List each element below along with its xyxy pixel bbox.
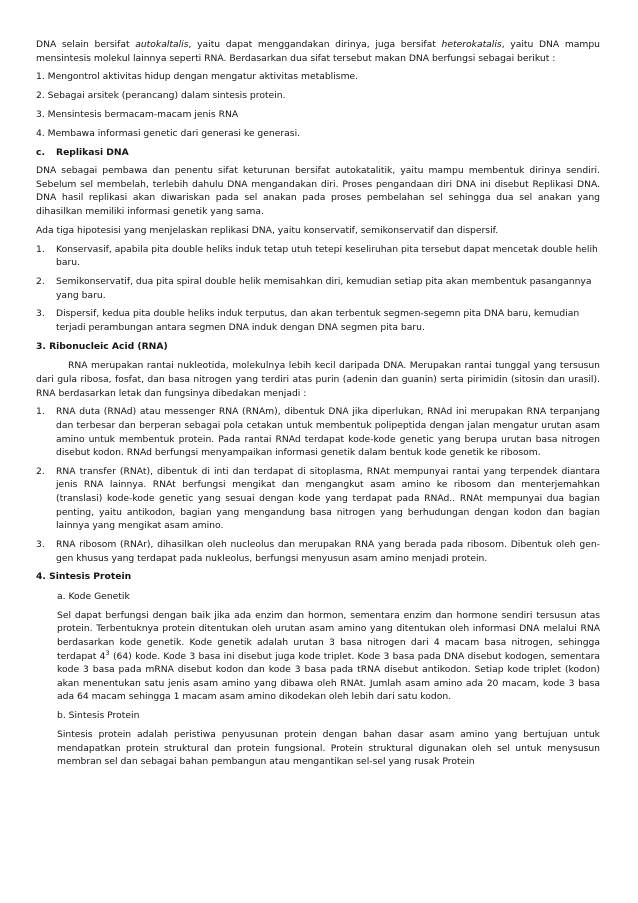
genetic-code-subheading: a. Kode Genetik bbox=[57, 591, 130, 602]
hypothesis-item-num: 1. bbox=[36, 243, 45, 255]
hypothesis-item bbox=[36, 243, 600, 270]
rna-type-item bbox=[36, 405, 600, 459]
replication-heading bbox=[36, 146, 600, 160]
hypothesis-item-text: Semikonservatif, dua pita spiral double helik memisahkan diri, kemudian setiap pita akan membentuk pasangannya yang baru. bbox=[56, 276, 592, 301]
dna-function-item: 2. Sebagai arsitek (perancang) dalam sintesis protein. bbox=[36, 90, 286, 102]
rna-type-text: RNA transfer (RNAt), dibentuk di inti dan terdapat di sitoplasma, RNAt mempunyai rantai yang terpendek diantara jenis RNA lainnya. RNAt berfungsi mengikat dan mengangkut asam amino ke ribosom dan menterjemahkan (translasi) kode-kode genetic yang sesuai dengan kode yang terdapat pada RNAd.. RNAt mempunyai dua bagian penting, yaitu antikodon, bagian yang mengandung basa nitrogen yang berhudungan dengan kodon dan bagian lainnya yang mengikat asam amino. bbox=[56, 465, 600, 532]
exponent: 3 bbox=[105, 648, 110, 657]
protein-synthesis-subheading: b. Sintesis Protein bbox=[57, 710, 140, 722]
intro-text-1: DNA selain bersifat bbox=[36, 39, 136, 50]
rna-type-num: 2. bbox=[36, 465, 45, 477]
genetic-code-text-2: (64) kode. Kode 3 basa ini disebut juga kode triplet. Kode 3 basa pada DNA disebut kodogen, sementara kode 3 basa pada mRNA disebut kodon dan kode 3 basa pada tRNA disebut antikodon. Setiap kode triplet (kodon) akan menentukan satu jenis asam amino yang dibawa oleh RNAt. Jumlah asam amino ada 20 macam, kode 3 basa ada 64 macam sehingga 1 macam asam amino dikodekan oleh lebih dari satu kodon. bbox=[57, 650, 600, 703]
hypothesis-item-text: Konservasif, apabila pita double heliks induk tetap utuh tetepi keseliruhan pita tersebut dapat mencetak double helih baru. bbox=[56, 243, 598, 269]
rna-type-num: 3. bbox=[36, 539, 45, 551]
intro-text-2: , yaitu dapat menggandakan dirinya, juga bersifat bbox=[188, 39, 442, 50]
rna-paragraph: RNA merupakan rantai nukleotida, molekulnya lebih kecil daripada DNA. Merupakan rantai tunggal yang tersusun dari gula ribosa, fosfat, dan basa nitrogen yang terdiri atas purin (adenin dan guanin) serta pirimidin (sitosin dan urasil). RNA berdasarkan letak dan fungsinya dibedakan menjadi : bbox=[36, 360, 600, 399]
replication-heading-title: Replikasi DNA bbox=[56, 146, 129, 158]
protein-synthesis-paragraph: Sintesis protein adalah peristiwa penyusunan protein dengan bahan dasar asam amino yang bertujuan untuk mendapatkan protein struktural dan protein fungsional. Protein struktural digunakan oleh sel untuk menysusun membran sel dan sebagai bahan pembangun atau mengantikan sel-sel yang rusak Protein bbox=[57, 728, 600, 768]
hypothesis-item-text: Dispersif, kedua pita double heliks induk terputus, dan akan terbentuk segmen-segemn pita DNA baru, kemudian terjadi perambungan antara segmen DNA induk dengan DNA segmen pita baru. bbox=[56, 308, 580, 333]
hypothesis-item bbox=[36, 307, 600, 334]
hypothesis-item bbox=[36, 275, 600, 302]
rna-type-text: RNA duta (RNAd) atau messenger RNA (RNAm), dibentuk DNA jika diperlukan, RNAd ini merupakan RNA terpanjang dan terbesar dan berperan sebagai pola cetakan untuk membentuk polipeptida dengan jalan mengatur urutan asam amino untuk membentuk protein. Pada rantai RNAd terdapat kode-kode genetic yang berupa urutan basa nitrogen disebut kodon. RNAd berfungsi menyampaikan informasi genetik dalam bentuk kode genetik ke ribosom. bbox=[56, 406, 600, 459]
hypothesis-item-num: 2. bbox=[36, 276, 45, 287]
replication-paragraph: DNA sebagai pembawa dan penentu sifat keturunan bersifat autokatalitik, yaitu mampu membentuk dirinya sendiri. Sebelum sel membelah, terlebih dahulu DNA mengandakan diri. Proses pengandaan diri DNA ini disebut Replikasi DNA. DNA hasil replikasi akan diwariskan pada sel anakan pada proses pembelahan sel sehingga dua sel anakan yang dihasilkan memiliki informasi genetik yang sama. bbox=[36, 165, 600, 218]
rna-type-num: 1. bbox=[36, 406, 45, 418]
hypothesis-intro: Ada tiga hipotesisi yang menjelaskan replikasi DNA, yaitu konservatif, semikonservatif dan dispersif. bbox=[36, 224, 499, 236]
rna-type-item bbox=[36, 538, 600, 565]
intro-text-3: , yaitu DNA mampu mensintesis molekul lainnya seperti RNA. Berdasarkan dua sifat tersebut makan DNA berfungsi sebagai berikut : bbox=[36, 39, 601, 64]
rna-type-text: RNA ribosom (RNAr), dihasilkan oleh nucleolus dan merupakan RNA yang berada pada ribosom. Dibentuk oleh gen-gen khusus yang terdapat pada nukleolus, berfungsi menyusun asam amino menjadi protein. bbox=[56, 539, 600, 564]
dna-function-item: 1. Mengontrol aktivitas hidup dengan mengatur aktivitas metablisme. bbox=[36, 71, 359, 83]
intro-term-heterokatalis: heterokatalis bbox=[441, 39, 502, 50]
genetic-code-text-1: Sel dapat berfungsi dengan baik jika ada enzim dan hormon, sementara enzim dan hormone sendiri tersusun atas protein. Terbentuknya protein ditentukan oleh urutan asam amino yang ditentukan oleh informasi DNA melalui RNA berdasarkan kode genetik. Kode genetik adalah urutan 3 basa nitrogen dari 4 macam basa nitrogen, sehingga terdapat 4 bbox=[57, 609, 600, 662]
rna-type-item bbox=[36, 465, 600, 533]
dna-function-item: 4. Membawa informasi genetic dari generasi ke generasi. bbox=[36, 127, 301, 139]
dna-function-item: 3. Mensintesis bermacam-macam jenis RNA bbox=[36, 108, 239, 120]
intro-term-autokatalis: autokaltalis bbox=[135, 39, 189, 50]
rna-heading: 3. Ribonucleic Acid (RNA) bbox=[36, 340, 168, 352]
genetic-code-paragraph bbox=[36, 609, 600, 704]
protein-heading: 4. Sintesis Protein bbox=[36, 571, 132, 583]
replication-heading-num: c. bbox=[36, 146, 45, 158]
intro-paragraph bbox=[36, 38, 600, 65]
hypothesis-item-num: 3. bbox=[36, 308, 45, 320]
